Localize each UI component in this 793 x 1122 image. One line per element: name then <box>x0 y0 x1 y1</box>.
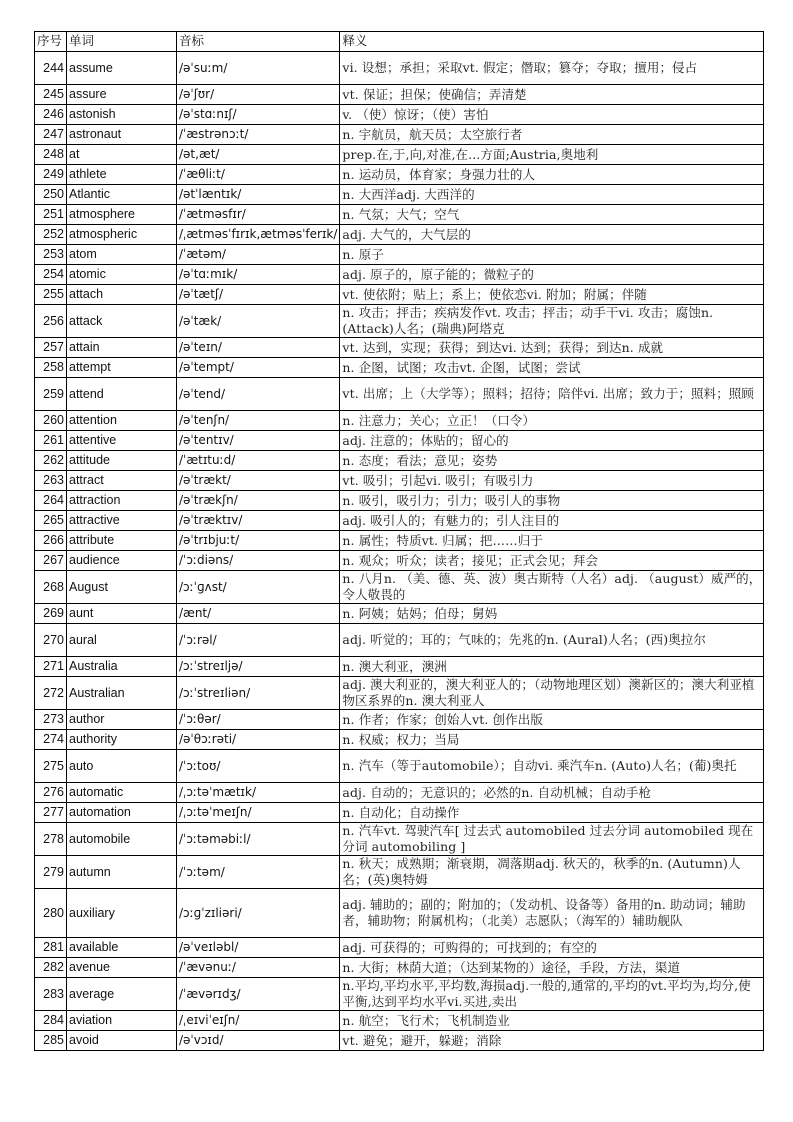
table-row <box>35 958 764 978</box>
row-word: attraction <box>67 491 177 511</box>
row-phonetic: /əˈθɔːrəti/ <box>177 730 340 750</box>
table-row <box>35 451 764 471</box>
table-row <box>35 604 764 624</box>
row-definition: vt. 达到，实现；获得；到达vi. 达到；获得；到达n. 成就 <box>340 338 764 358</box>
row-index: 251 <box>35 205 67 225</box>
row-index: 252 <box>35 225 67 245</box>
table-row <box>35 185 764 205</box>
row-definition: adj. 原子的，原子能的；微粒子的 <box>340 265 764 285</box>
row-index: 266 <box>35 531 67 551</box>
table-row <box>35 378 764 411</box>
row-definition: n. 属性；特质vt. 归属；把……归于 <box>340 531 764 551</box>
row-index: 284 <box>35 1011 67 1031</box>
row-definition: n. 宇航员，航天员；太空旅行者 <box>340 125 764 145</box>
row-index: 269 <box>35 604 67 624</box>
row-word: attention <box>67 411 177 431</box>
row-index: 271 <box>35 657 67 677</box>
row-definition: n. 大街；林荫大道；（达到某物的）途径，手段，方法，渠道 <box>340 958 764 978</box>
row-definition: n. 气氛；大气；空气 <box>340 205 764 225</box>
row-word: attitude <box>67 451 177 471</box>
row-phonetic: /əˈtempt/ <box>177 358 340 378</box>
row-index: 264 <box>35 491 67 511</box>
row-index: 256 <box>35 305 67 338</box>
row-word: Australia <box>67 657 177 677</box>
vocabulary-table <box>34 31 764 1051</box>
table-row <box>35 205 764 225</box>
row-word: aural <box>67 624 177 657</box>
row-phonetic: /ˈætməsfɪr/ <box>177 205 340 225</box>
row-phonetic: /ˈætəm/ <box>177 245 340 265</box>
row-phonetic: /ˈæstrənɔːt/ <box>177 125 340 145</box>
row-phonetic: /ˈætɪtuːd/ <box>177 451 340 471</box>
row-definition: n. 汽车（等于automobile）；自动vi. 乘汽车n. (Auto)人名；(葡)奥托 <box>340 750 764 783</box>
table-row <box>35 511 764 531</box>
row-definition: n.平均,平均水平,平均数,海损adj.一般的,通常的,平均的vt.平均为,均分,使平衡,达到平均水平vi.买进,卖出 <box>340 978 764 1011</box>
row-phonetic: /ətˈlæntɪk/ <box>177 185 340 205</box>
row-phonetic: /ˈɔːdiəns/ <box>177 551 340 571</box>
row-word: avoid <box>67 1031 177 1051</box>
table-row <box>35 823 764 856</box>
row-word: attentive <box>67 431 177 451</box>
table-row <box>35 125 764 145</box>
row-word: atmosphere <box>67 205 177 225</box>
row-phonetic: /ɔːɡˈzɪliəri/ <box>177 889 340 938</box>
row-word: attempt <box>67 358 177 378</box>
table-row <box>35 624 764 657</box>
row-index: 279 <box>35 856 67 889</box>
row-phonetic: /əˈtenʃn/ <box>177 411 340 431</box>
row-phonetic: /ˌætməsˈfɪrɪk,ætməsˈferɪk/ <box>177 225 340 245</box>
row-phonetic: /ˈɔːrəl/ <box>177 624 340 657</box>
row-word: August <box>67 571 177 604</box>
table-row <box>35 165 764 185</box>
row-word: auto <box>67 750 177 783</box>
row-definition: n. 大西洋adj. 大西洋的 <box>340 185 764 205</box>
row-index: 260 <box>35 411 67 431</box>
row-phonetic: /əˈtrækʃn/ <box>177 491 340 511</box>
row-index: 262 <box>35 451 67 471</box>
row-phonetic: /əˈtend/ <box>177 378 340 411</box>
table-row <box>35 677 764 710</box>
table-row <box>35 105 764 125</box>
row-phonetic: /əˈtætʃ/ <box>177 285 340 305</box>
table-row <box>35 730 764 750</box>
row-index: 272 <box>35 677 67 710</box>
row-phonetic: /əˈtæk/ <box>177 305 340 338</box>
table-row <box>35 471 764 491</box>
row-index: 244 <box>35 52 67 85</box>
row-index: 263 <box>35 471 67 491</box>
table-body <box>35 52 764 1051</box>
row-definition: n. 秋天；成熟期；渐衰期，凋落期adj. 秋天的，秋季的n. (Autumn)人名；(英)奥特姆 <box>340 856 764 889</box>
row-index: 267 <box>35 551 67 571</box>
table-row <box>35 305 764 338</box>
table-row <box>35 978 764 1011</box>
row-definition: v. （使）惊讶；（使）害怕 <box>340 105 764 125</box>
row-index: 274 <box>35 730 67 750</box>
row-phonetic: /ˈævənuː/ <box>177 958 340 978</box>
row-word: author <box>67 710 177 730</box>
row-word: atomic <box>67 265 177 285</box>
row-index: 277 <box>35 803 67 823</box>
row-definition: vt. 吸引；引起vi. 吸引；有吸引力 <box>340 471 764 491</box>
row-definition: n. 注意力；关心；立正！（口令） <box>340 411 764 431</box>
row-word: attract <box>67 471 177 491</box>
row-definition: n. 吸引，吸引力；引力；吸引人的事物 <box>340 491 764 511</box>
table-row <box>35 338 764 358</box>
table-row <box>35 411 764 431</box>
row-word: attribute <box>67 531 177 551</box>
row-definition: vt. 出席；上（大学等）；照料；招待；陪伴vi. 出席；致力于；照料；照顾 <box>340 378 764 411</box>
row-word: audience <box>67 551 177 571</box>
table-row <box>35 938 764 958</box>
row-definition: prep.在,于,向,对准,在...方面;Austria,奥地利 <box>340 145 764 165</box>
table-row <box>35 491 764 511</box>
row-phonetic: /ət,æt/ <box>177 145 340 165</box>
row-phonetic: /ænt/ <box>177 604 340 624</box>
row-index: 283 <box>35 978 67 1011</box>
table-row <box>35 803 764 823</box>
row-phonetic: /əˈtræktɪv/ <box>177 511 340 531</box>
row-index: 248 <box>35 145 67 165</box>
row-word: attractive <box>67 511 177 531</box>
row-index: 250 <box>35 185 67 205</box>
row-phonetic: /ˈɔːθər/ <box>177 710 340 730</box>
row-word: astonish <box>67 105 177 125</box>
row-definition: adj. 澳大利亚的，澳大利亚人的；（动物地理区划）澳新区的；澳大利亚植物区系界的n. 澳大利亚人 <box>340 677 764 710</box>
table-row <box>35 85 764 105</box>
row-definition: n. 运动员，体育家；身强力壮的人 <box>340 165 764 185</box>
row-index: 282 <box>35 958 67 978</box>
row-phonetic: /əˈteɪn/ <box>177 338 340 358</box>
row-definition: n. 观众；听众；读者；接见；正式会见；拜会 <box>340 551 764 571</box>
row-phonetic: /əˈtrɪbjuːt/ <box>177 531 340 551</box>
row-definition: n. 企图，试图；攻击vt. 企图，试图；尝试 <box>340 358 764 378</box>
table-row <box>35 531 764 551</box>
table-row <box>35 145 764 165</box>
row-word: astronaut <box>67 125 177 145</box>
row-definition: n. 权威；权力；当局 <box>340 730 764 750</box>
row-definition: adj. 辅助的；副的；附加的；（发动机、设备等）备用的n. 助动词；辅助者，辅助物；附属机构；（北美）志愿队；（海军的）辅助舰队 <box>340 889 764 938</box>
row-definition: n. 阿姨；姑妈；伯母；舅妈 <box>340 604 764 624</box>
table-row <box>35 783 764 803</box>
row-definition: adj. 听觉的；耳的；气味的；先兆的n. (Aural)人名；(西)奥拉尔 <box>340 624 764 657</box>
row-index: 247 <box>35 125 67 145</box>
table-row <box>35 285 764 305</box>
row-index: 273 <box>35 710 67 730</box>
row-phonetic: /əˈtɑːmɪk/ <box>177 265 340 285</box>
row-phonetic: /ˈævərɪdʒ/ <box>177 978 340 1011</box>
table-row <box>35 551 764 571</box>
row-index: 246 <box>35 105 67 125</box>
row-phonetic: /ɔːˈɡʌst/ <box>177 571 340 604</box>
row-word: attain <box>67 338 177 358</box>
header-row <box>35 32 764 52</box>
row-phonetic: /əˈtrækt/ <box>177 471 340 491</box>
header-word: 单词 <box>67 32 177 52</box>
row-index: 285 <box>35 1031 67 1051</box>
row-word: atmospheric <box>67 225 177 245</box>
row-word: autumn <box>67 856 177 889</box>
row-definition: n. 作者；作家；创始人vt. 创作出版 <box>340 710 764 730</box>
row-phonetic: /əˈvɔɪd/ <box>177 1031 340 1051</box>
table-row <box>35 245 764 265</box>
row-index: 245 <box>35 85 67 105</box>
row-phonetic: /ˌeɪviˈeɪʃn/ <box>177 1011 340 1031</box>
row-phonetic: /əˈʃʊr/ <box>177 85 340 105</box>
row-index: 268 <box>35 571 67 604</box>
table-row <box>35 889 764 938</box>
row-index: 276 <box>35 783 67 803</box>
row-definition: n. 澳大利亚，澳洲 <box>340 657 764 677</box>
row-word: attend <box>67 378 177 411</box>
row-definition: n. 攻击；抨击；疾病发作vt. 攻击；抨击；动手干vi. 攻击；腐蚀n. (Attack)人名；(瑞典)阿塔克 <box>340 305 764 338</box>
table-row <box>35 431 764 451</box>
header-definition: 释义 <box>340 32 764 52</box>
row-index: 258 <box>35 358 67 378</box>
row-index: 249 <box>35 165 67 185</box>
header-index: 序号 <box>35 32 67 52</box>
row-phonetic: /ˈɔːtəməbiːl/ <box>177 823 340 856</box>
row-definition: n. 态度；看法；意见；姿势 <box>340 451 764 471</box>
row-word: auxiliary <box>67 889 177 938</box>
row-index: 281 <box>35 938 67 958</box>
row-index: 254 <box>35 265 67 285</box>
row-word: authority <box>67 730 177 750</box>
row-phonetic: /ɔːˈstreɪliən/ <box>177 677 340 710</box>
row-word: automation <box>67 803 177 823</box>
row-definition: n. 原子 <box>340 245 764 265</box>
row-phonetic: /əˈsuːm/ <box>177 52 340 85</box>
row-definition: adj. 大气的，大气层的 <box>340 225 764 245</box>
row-index: 253 <box>35 245 67 265</box>
row-word: avenue <box>67 958 177 978</box>
row-definition: n. 八月n. （美、德、英、波）奥古斯特（人名）adj. （august）威严的，令人敬畏的 <box>340 571 764 604</box>
row-word: athlete <box>67 165 177 185</box>
header-phonetic: 音标 <box>177 32 340 52</box>
row-phonetic: /ˌɔːtəˈmætɪk/ <box>177 783 340 803</box>
row-definition: adj. 注意的；体贴的；留心的 <box>340 431 764 451</box>
row-phonetic: /ɔːˈstreɪljə/ <box>177 657 340 677</box>
row-word: Atlantic <box>67 185 177 205</box>
row-word: assure <box>67 85 177 105</box>
row-definition: adj. 自动的；无意识的；必然的n. 自动机械；自动手枪 <box>340 783 764 803</box>
row-definition: vt. 使依附；贴上；系上；使依恋vi. 附加；附属；伴随 <box>340 285 764 305</box>
row-phonetic: /ˈæθliːt/ <box>177 165 340 185</box>
table-row <box>35 225 764 245</box>
row-definition: vt. 避免；避开，躲避；消除 <box>340 1031 764 1051</box>
row-word: available <box>67 938 177 958</box>
row-index: 261 <box>35 431 67 451</box>
row-index: 278 <box>35 823 67 856</box>
row-word: atom <box>67 245 177 265</box>
table-row <box>35 571 764 604</box>
row-word: assume <box>67 52 177 85</box>
table-row <box>35 710 764 730</box>
row-index: 259 <box>35 378 67 411</box>
row-definition: n. 汽车vt. 驾驶汽车[ 过去式 automobiled 过去分词 automobiled 现在分词 automobiling ] <box>340 823 764 856</box>
row-word: at <box>67 145 177 165</box>
row-word: automatic <box>67 783 177 803</box>
table-row <box>35 265 764 285</box>
table-row <box>35 1031 764 1051</box>
table-row <box>35 657 764 677</box>
row-definition: vt. 保证；担保；使确信；弄清楚 <box>340 85 764 105</box>
row-definition: adj. 可获得的；可购得的；可找到的；有空的 <box>340 938 764 958</box>
row-phonetic: /əˈtentɪv/ <box>177 431 340 451</box>
row-definition: adj. 吸引人的；有魅力的；引人注目的 <box>340 511 764 531</box>
row-word: aunt <box>67 604 177 624</box>
row-index: 255 <box>35 285 67 305</box>
row-word: attach <box>67 285 177 305</box>
row-index: 270 <box>35 624 67 657</box>
row-index: 257 <box>35 338 67 358</box>
row-index: 265 <box>35 511 67 531</box>
row-word: attack <box>67 305 177 338</box>
row-phonetic: /ˌɔːtəˈmeɪʃn/ <box>177 803 340 823</box>
table-row <box>35 856 764 889</box>
row-phonetic: /əˈveɪləbl/ <box>177 938 340 958</box>
row-definition: n. 航空；飞行术；飞机制造业 <box>340 1011 764 1031</box>
table-row <box>35 358 764 378</box>
table-row <box>35 52 764 85</box>
row-word: aviation <box>67 1011 177 1031</box>
row-phonetic: /əˈstɑːnɪʃ/ <box>177 105 340 125</box>
row-phonetic: /ˈɔːtoʊ/ <box>177 750 340 783</box>
table-row <box>35 1011 764 1031</box>
row-definition: n. 自动化；自动操作 <box>340 803 764 823</box>
row-phonetic: /ˈɔːtəm/ <box>177 856 340 889</box>
row-word: Australian <box>67 677 177 710</box>
row-word: average <box>67 978 177 1011</box>
table-row <box>35 750 764 783</box>
row-index: 280 <box>35 889 67 938</box>
row-word: automobile <box>67 823 177 856</box>
row-index: 275 <box>35 750 67 783</box>
row-definition: vi. 设想；承担；采取vt. 假定；僭取；篡夺；夺取；擅用；侵占 <box>340 52 764 85</box>
